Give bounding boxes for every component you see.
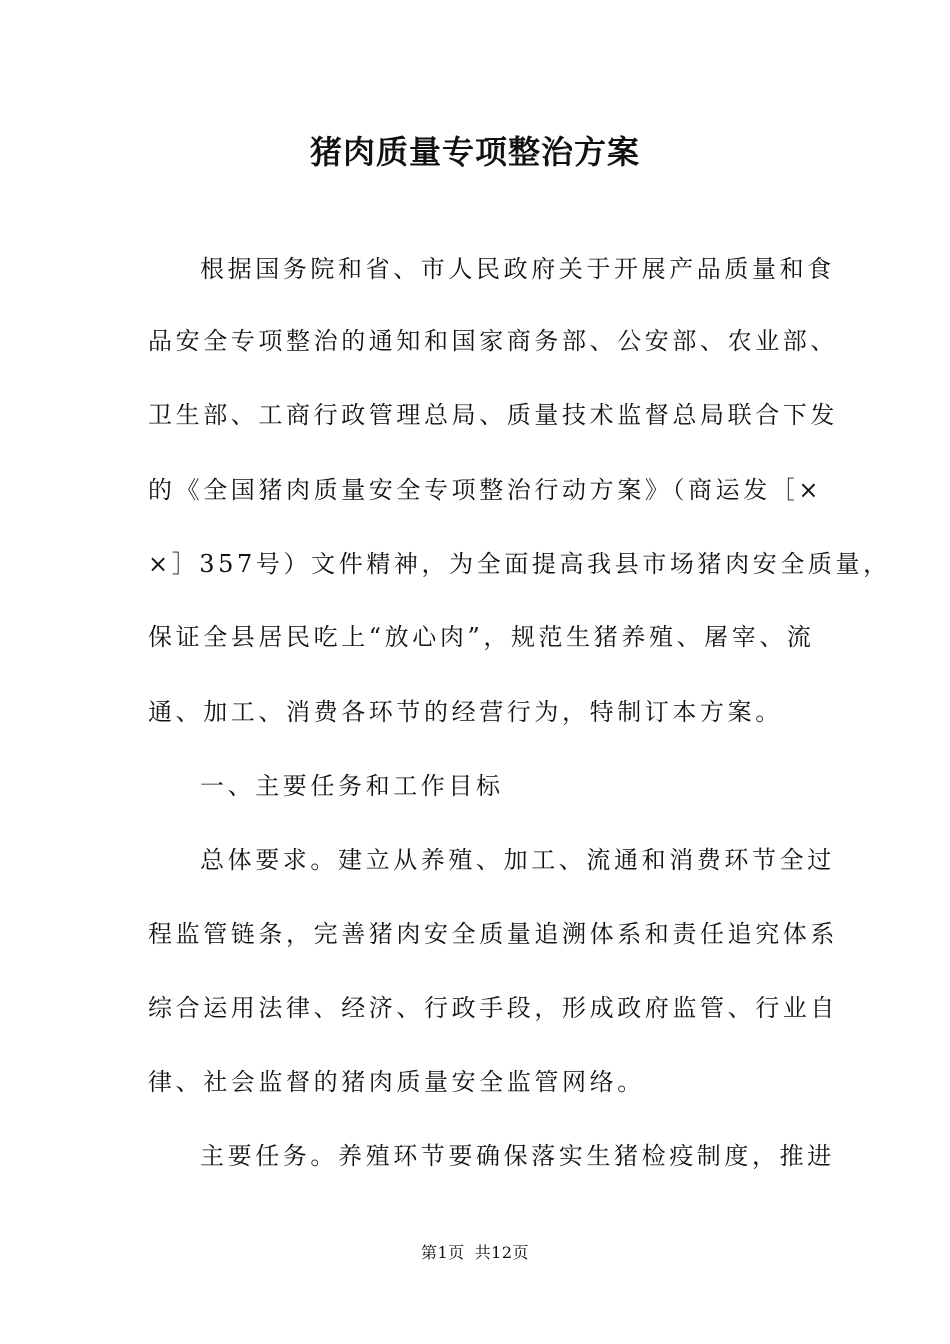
section-heading: 一、主要任务和工作目标 — [200, 772, 504, 800]
paragraph-line: 保证全县居民吃上“放心肉”，规范生猪养殖、屠宰、流 — [148, 623, 815, 651]
paragraph-line: 卫生部、工商行政管理总局、质量技术监督总局联合下发 — [148, 401, 838, 429]
paragraph-line: 总体要求。建立从养殖、加工、流通和消费环节全过 — [200, 846, 835, 874]
page-total: 共12页 — [474, 1243, 530, 1262]
paragraph-line: 的《全国猪肉质量安全专项整治行动方案》（商运发［× — [148, 476, 823, 504]
paragraph-line: 主要任务。养殖环节要确保落实生猪检疫制度，推进 — [200, 1142, 835, 1170]
page-footer — [0, 1241, 950, 1265]
paragraph-line: 程监管链条，完善猪肉安全质量追溯体系和责任追究体系 — [148, 920, 838, 948]
paragraph-line: 品安全专项整治的通知和国家商务部、公安部、农业部、 — [148, 327, 838, 355]
page-number: 第1页 — [420, 1243, 465, 1262]
paragraph-line: ×］357号）文件精神，为全面提高我县市场猪肉安全质量， — [148, 550, 891, 578]
paragraph-line: 综合运用法律、经济、行政手段，形成政府监管、行业自 — [148, 994, 838, 1022]
document-title: 猪肉质量专项整治方案 — [309, 133, 640, 171]
paragraph-line: 通、加工、消费各环节的经营行为，特制订本方案。 — [148, 698, 783, 726]
paragraph-line: 根据国务院和省、市人民政府关于开展产品质量和食 — [200, 255, 835, 283]
paragraph-line: 律、社会监督的猪肉质量安全监管网络。 — [148, 1068, 645, 1096]
